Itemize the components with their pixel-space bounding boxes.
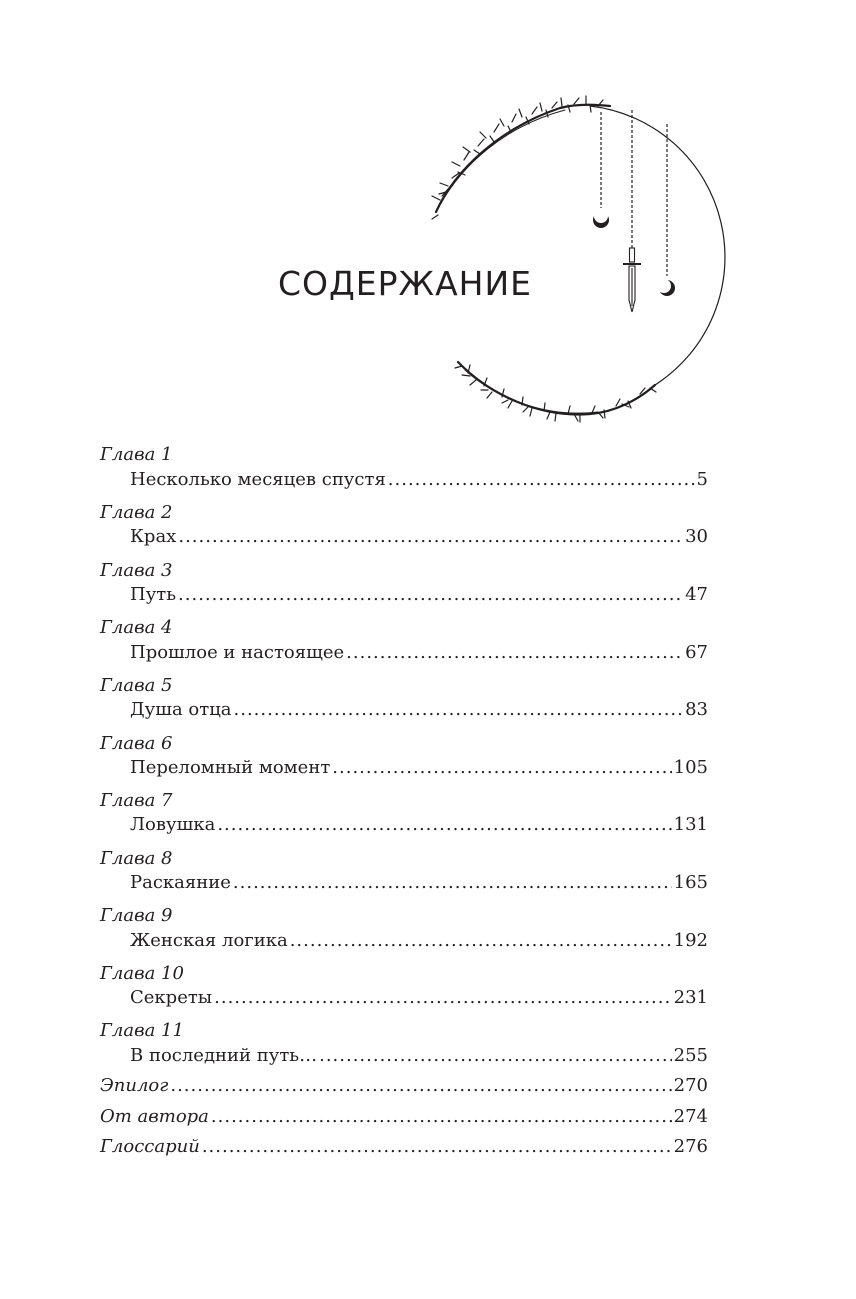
- toc-entry[interactable]: [130, 985, 708, 1011]
- chapter-label: Глава 7: [100, 790, 173, 811]
- toc-page-number: 105: [673, 757, 708, 778]
- chapter-label: Глава 9: [100, 905, 173, 926]
- toc-entry-title: Путь: [130, 584, 177, 605]
- toc-entry-title: От автора: [100, 1106, 209, 1127]
- toc-entry-title: Секреты: [130, 987, 213, 1008]
- toc-page-number: 231: [673, 987, 708, 1008]
- dot-leader: [388, 467, 695, 493]
- toc-entry-title: Несколько месяцев спустя: [130, 469, 386, 490]
- dot-leader: [178, 582, 683, 608]
- toc-page-number: 165: [673, 872, 708, 893]
- toc-entry-title: Прошлое и настоящее: [130, 642, 345, 663]
- toc-entry-title: Женская логика: [130, 930, 288, 951]
- chapter-label: Глава 3: [100, 560, 173, 581]
- toc-page-number: 67: [685, 642, 708, 663]
- toc-entry-title: Переломный момент: [130, 757, 331, 778]
- chapter-label: Глава 8: [100, 848, 173, 869]
- chapter-label: Глава 4: [100, 617, 173, 638]
- toc-entry-title: Эпилог: [100, 1075, 169, 1096]
- toc-page-number: 30: [685, 526, 708, 547]
- thorn-vine-icon: [432, 96, 610, 219]
- toc-entry[interactable]: [130, 640, 708, 666]
- chapter-label: Глава 2: [100, 502, 173, 523]
- dot-leader: [346, 640, 683, 666]
- toc-entry-epilogue[interactable]: [100, 1073, 708, 1099]
- dot-leader: [234, 697, 684, 723]
- toc-entry[interactable]: [130, 697, 708, 723]
- toc-entry-title: Ловушка: [130, 814, 216, 835]
- toc-entry[interactable]: [130, 1043, 708, 1069]
- toc-page-number: 131: [673, 814, 708, 835]
- toc-page-number: 255: [673, 1045, 708, 1066]
- toc-page-number: 47: [685, 584, 708, 605]
- toc-page-number: 83: [685, 699, 708, 720]
- toc-page-number: 276: [673, 1136, 708, 1157]
- toc-entry[interactable]: [130, 928, 708, 954]
- toc-entry-title: Раскаяние: [130, 872, 231, 893]
- dot-leader: [214, 985, 672, 1011]
- dot-leader: [211, 1104, 672, 1130]
- dot-leader: [319, 1043, 672, 1069]
- toc-entry-title: Крах: [130, 526, 177, 547]
- toc-entry-title: Душа отца: [130, 699, 232, 720]
- chapter-label: Глава 6: [100, 733, 173, 754]
- hanging-crescent-moon-icon: [657, 279, 675, 296]
- toc-entry-author-note[interactable]: [100, 1104, 708, 1130]
- toc-entry[interactable]: [130, 467, 708, 493]
- dot-leader: [290, 928, 672, 954]
- chapter-label: Глава 11: [100, 1020, 184, 1041]
- toc-entry[interactable]: [130, 870, 708, 896]
- dot-leader: [233, 870, 672, 896]
- toc-entry[interactable]: [130, 755, 708, 781]
- toc-entry[interactable]: [130, 812, 708, 838]
- page-title: СОДЕРЖАНИЕ: [277, 264, 533, 303]
- dot-leader: [178, 524, 683, 550]
- hanging-crescent-moon-icon: [593, 209, 609, 228]
- crescent-arc-icon: [590, 106, 725, 385]
- chapter-label: Глава 10: [100, 963, 184, 984]
- toc-entry-title: Глоссарий: [100, 1136, 200, 1157]
- toc-page-number: 270: [673, 1075, 708, 1096]
- toc-entry[interactable]: [130, 524, 708, 550]
- toc-entry-glossary[interactable]: [100, 1134, 708, 1160]
- dot-leader: [202, 1134, 672, 1160]
- hanging-dagger-icon: [623, 248, 641, 312]
- toc-page-number: 5: [696, 469, 708, 490]
- dot-leader: [170, 1073, 671, 1099]
- toc-page-number: 274: [673, 1106, 708, 1127]
- thorn-vine-icon: [455, 362, 656, 422]
- chapter-label: Глава 5: [100, 675, 173, 696]
- toc-page-number: 192: [673, 930, 708, 951]
- chapter-label: Глава 1: [100, 444, 173, 465]
- dot-leader: [332, 755, 671, 781]
- toc-entry-title: В последний путь…: [130, 1045, 318, 1066]
- toc-entry[interactable]: [130, 582, 708, 608]
- dot-leader: [217, 812, 671, 838]
